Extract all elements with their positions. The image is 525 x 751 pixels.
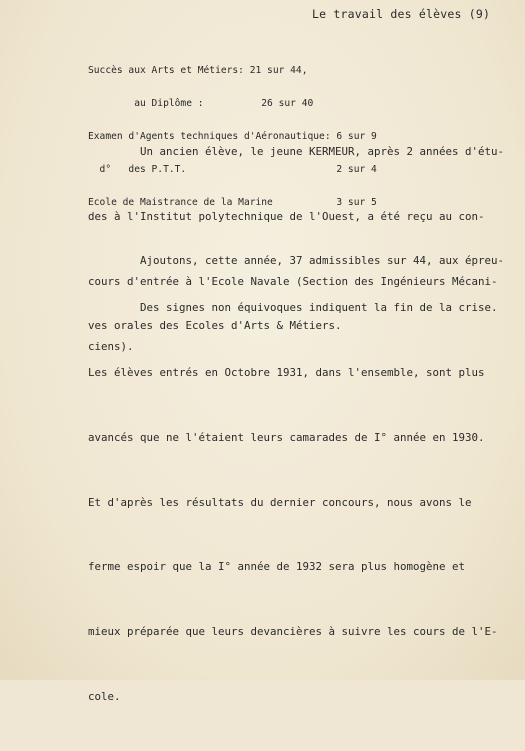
text-line: Un ancien élève, le jeune KERMEUR, après 2 années d'étu- bbox=[88, 145, 505, 159]
results-line: au Diplôme : 26 sur 40 bbox=[88, 98, 314, 109]
text-line: cole. bbox=[88, 689, 121, 703]
text-line: Ajoutons, cette année, 37 admissibles sur 44, aux épreu- bbox=[88, 254, 505, 268]
text-line: Des signes non équivoques indiquent la fin de la crise. bbox=[88, 301, 498, 315]
page-header: Le travail des élèves (9) bbox=[312, 7, 491, 21]
results-line: Succès aux Arts et Métiers: 21 sur 44, bbox=[88, 65, 308, 76]
text-line: des à l'Institut polytechnique de l'Ouest, a été reçu au con- bbox=[88, 209, 485, 223]
results-line: d° des P.T.T. 2 sur 4 bbox=[88, 164, 377, 175]
text-line: cours d'entrée à l'Ecole Navale (Section des Ingénieurs Mécani- bbox=[88, 274, 498, 288]
results-line: Examen d'Agents techniques d'Aéronautique: 6 sur 9 bbox=[88, 131, 377, 142]
paragraph-crise bbox=[88, 254, 508, 751]
text-line: ferme espoir que la I° année de 1932 sera plus homogène et bbox=[88, 560, 466, 574]
text-line: ves orales des Ecoles d'Arts & Métiers. bbox=[88, 318, 342, 332]
text-line: ciens). bbox=[88, 339, 134, 353]
text-line: Les élèves entrés en Octobre 1931, dans l'ensemble, sont plus bbox=[88, 365, 485, 379]
text-line: avancés que ne l'étaient leurs camarades de I° année en 1930. bbox=[88, 430, 485, 444]
text-line: Et d'après les résultats du dernier concours, nous avons le bbox=[88, 495, 472, 509]
results-line: Ecole de Maistrance de la Marine 3 sur 5 bbox=[88, 197, 377, 208]
text-line: mieux préparée que leurs devancières à suivre les cours de l'E- bbox=[88, 625, 498, 639]
